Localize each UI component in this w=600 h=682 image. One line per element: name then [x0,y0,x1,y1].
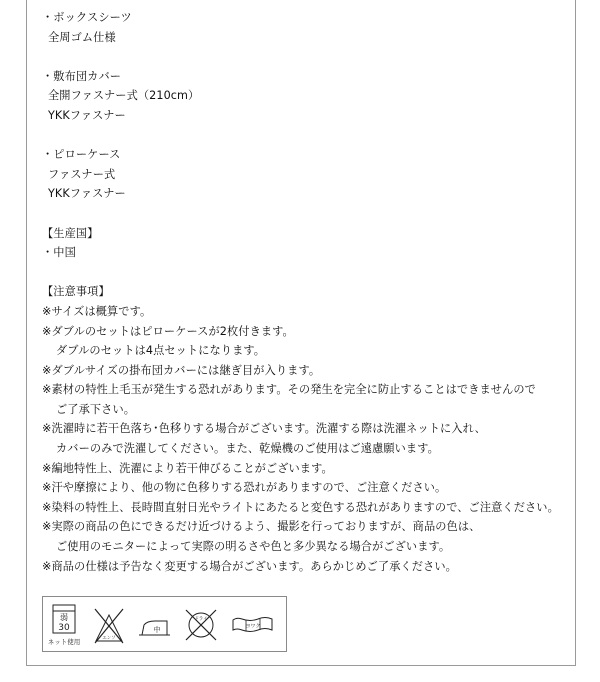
note-item: ※編地特性上、洗濯により若干伸びることがございます。 [42,461,333,475]
note-item: ※サイズは概算です。 [42,304,152,318]
note-item: ご使用のモニターによって実際の明るさや色と多少異なる場合がございます。 [56,540,451,554]
note-item: ※染料の特性上、長時間直射日光やライトにあたると変色する恐れがありますので、ご注意ください。 [42,500,559,514]
iron-medium-icon [139,621,170,635]
note-item: カバーのみで洗濯してください。また、乾燥機のご使用はご遠慮願います。 [56,442,439,456]
care-label-box [42,596,287,652]
futon-cover-detail: 全開ファスナー式（210cm） [48,89,200,103]
pillow-case-detail: ファスナー式 [48,167,116,181]
note-item: ※洗濯時に若干色落ち･色移りする場合がございます。洗濯する際は洗濯ネットに入れ、 [42,422,486,436]
wring-label: ヨワク [245,623,261,630]
box-sheets-title: ・ボックスシーツ [42,11,132,24]
box-sheets-detail: 全周ゴム仕様 [48,30,116,44]
note-item: ※商品の仕様は予告なく変更する場合がございます。あらかじめご了承ください。 [42,559,457,573]
origin-heading: 【生産国】 [42,226,99,240]
note-item: ※汗や摩擦により、他の物に色移りする恐れがありますので、ご注意ください。 [42,481,447,495]
futon-cover-title: ・敷布団カバー [42,69,122,83]
note-item: ※ダブルサイズの掛布団カバーには継ぎ目が入ります。 [42,363,321,377]
note-item: ※実際の商品の色にできるだけ近づけるよう、撮影を行っておりますが、商品の色は、 [42,520,481,534]
note-item: ご了承下さい。 [56,402,136,416]
futon-cover-detail: YKKファスナー [48,108,126,122]
note-item: ※素材の特性上毛玉が発生する恐れがあります。その発生を完全に防止することはできませんので [42,383,536,397]
wash-strength-label: 弱 [60,613,68,622]
dryclean-label: ドライ [194,617,208,622]
bleach-label: エンソ [102,636,116,641]
product-spec-text [42,8,562,576]
wash-net-label: ネット使用 [47,638,81,646]
notes-heading: 【注意事項】 [42,285,110,299]
pillow-case-detail: YKKファスナー [48,187,126,201]
note-item: ※ダブルのセットはピローケースが2枚付きます。 [42,324,294,338]
no-bleach-icon [95,609,123,643]
origin-value: ・中国 [42,246,76,260]
note-item: ダブルのセットは4点セットになります。 [56,344,266,358]
hand-wash-30-icon [48,605,81,646]
pillow-case-title: ・ピローケース [42,148,121,162]
wring-gently-icon [233,618,272,632]
wash-temperature-label: 30 [58,623,70,633]
no-dry-clean-icon [186,610,216,640]
iron-label: 中 [153,626,161,634]
